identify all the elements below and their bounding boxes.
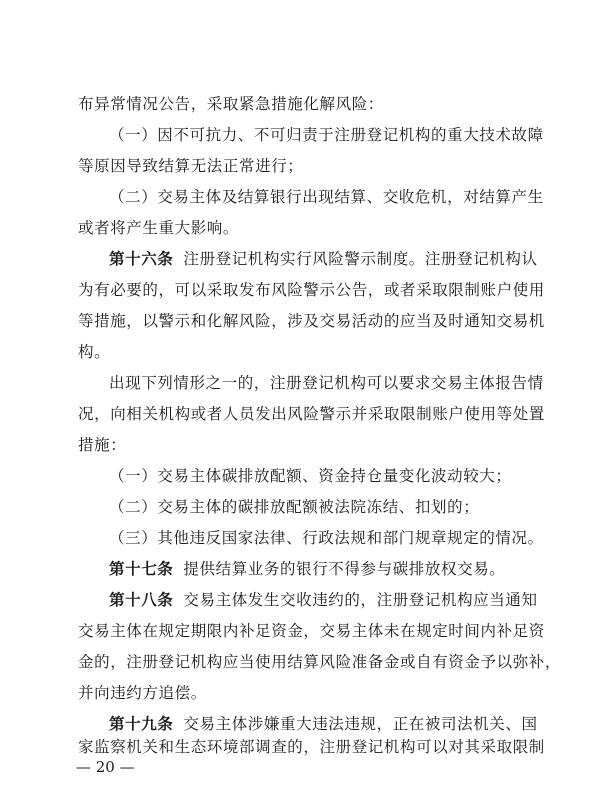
page-number: — 20 — bbox=[76, 758, 135, 776]
text-line: （二）交易主体及结算银行出现结算、交收危机，对结算产生 bbox=[109, 188, 544, 206]
text-line: （一）因不可抗力、不可归责于注册登记机构的重大技术故障 bbox=[109, 126, 544, 144]
text-line: 等原因导致结算无法正常进行； bbox=[78, 157, 304, 175]
article-19 bbox=[109, 714, 538, 734]
text-line: （三）其他违反国家法律、行政法规和部门规章规定的情况。 bbox=[109, 529, 544, 547]
article-heading: 第十六条 bbox=[109, 249, 174, 268]
article-18 bbox=[109, 590, 538, 610]
article-text: 注册登记机构实行风险警示制度。注册登记机构认 bbox=[183, 250, 538, 268]
article-heading: 第十九条 bbox=[109, 714, 174, 733]
text-line: 或者将产生重大影响。 bbox=[78, 219, 240, 237]
article-text: 交易主体发生交收违约的，注册登记机构应当通知 bbox=[183, 591, 538, 609]
text-line: 交易主体在规定期限内补足资金，交易主体未在规定时间内补足资 bbox=[78, 622, 545, 640]
text-line: 等措施，以警示和化解风险，涉及交易活动的应当及时通知交易机 bbox=[78, 312, 545, 330]
article-17 bbox=[109, 559, 505, 579]
article-heading: 第十八条 bbox=[109, 590, 174, 609]
text-line: 出现下列情形之一的，注册登记机构可以要求交易主体报告情 bbox=[109, 374, 544, 392]
text-line: 构。 bbox=[78, 343, 111, 361]
text-line: （二）交易主体的碳排放配额被法院冻结、扣划的； bbox=[109, 498, 480, 516]
article-heading: 第十七条 bbox=[109, 559, 174, 578]
text-line: 况，向相关机构或者人员发出风险警示并采取限制账户使用等处置 bbox=[78, 405, 545, 423]
text-line: 布异常情况公告，采取紧急措施化解风险： bbox=[78, 95, 384, 113]
text-line: 并向违约方追偿。 bbox=[78, 684, 207, 702]
text-line: 措施： bbox=[78, 436, 127, 454]
text-line: 金的，注册登记机构应当使用结算风险准备金或自有资金予以弥补， bbox=[78, 653, 562, 671]
article-text: 交易主体涉嫌重大违法违规，正在被司法机关、国 bbox=[183, 715, 538, 733]
text-line: （一）交易主体碳排放配额、资金持仓量变化波动较大； bbox=[109, 467, 512, 485]
text-line: 为有必要的，可以采取发布风险警示公告，或者采取限制账户使用 bbox=[78, 281, 545, 299]
article-text: 提供结算业务的银行不得参与碳排放权交易。 bbox=[183, 560, 506, 578]
article-16 bbox=[109, 249, 538, 269]
text-line: 家监察机关和生态环境部调查的，注册登记机构可以对其采取限制 bbox=[78, 738, 545, 756]
